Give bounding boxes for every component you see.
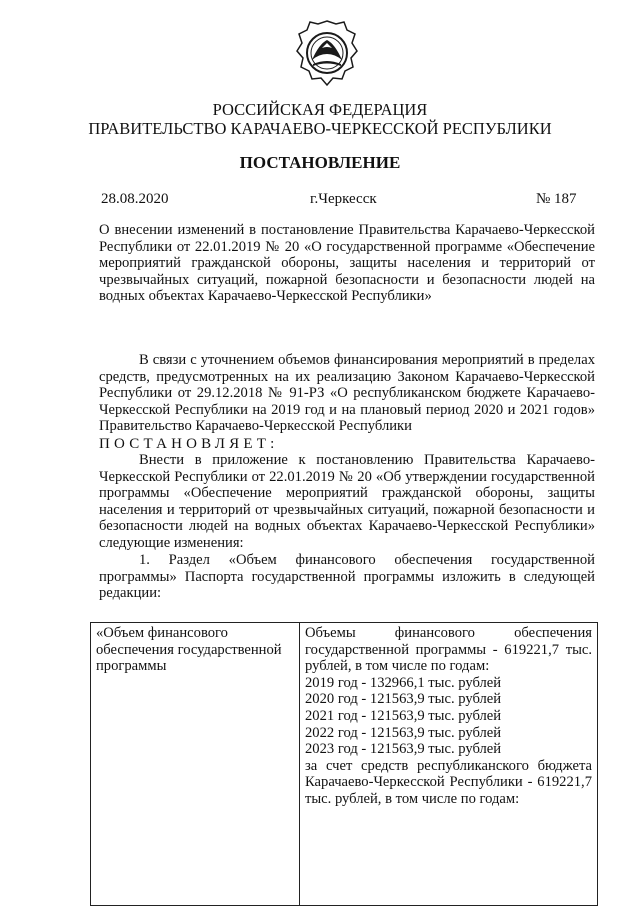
header-government: ПРАВИТЕЛЬСТВО КАРАЧАЕВО-ЧЕРКЕССКОЙ РЕСПУБЛИКИ <box>88 119 552 138</box>
table-cell-content <box>300 623 598 906</box>
financing-year-line: 2021 год - 121563,9 тыс. рублей <box>305 707 502 724</box>
coat-of-arms-emblem-icon <box>295 18 359 88</box>
document-subject: О внесении изменений в постановление Правительства Карачаево-Черкесской Республики от 22.01.2019 № 20 «О государственной программе «Обеспечение мероприятий гражданской обороны, защиты населения и территорий от чрезвычайных ситуаций, пожарной безопасности и безопасности людей на водных объектах Карачаево-Черкесской Республики» <box>99 222 595 305</box>
document-date: 28.08.2020 <box>101 191 169 207</box>
section-change-paragraph: 1. Раздел «Объем финансового обеспечения государственной программы» Паспорта государственной программы изложить в следующей редакции: <box>99 552 595 602</box>
amendment-paragraph: Внести в приложение к постановлению Правительства Карачаево-Черкесской Республики от 22.01.2019 № 20 «Об утверждении государственной программы «Обеспечение мероприятий гражданской обороны, защиты населения и территорий от чрезвычайных ситуаций, пожарной безопасности и безопасности людей на водных объектах Карачаево-Черкесской Республики» следующие изменения: <box>99 452 595 551</box>
financing-table <box>90 622 598 906</box>
financing-year-line: 2020 год - 121563,9 тыс. рублей <box>305 691 502 708</box>
table-cell-label: «Объем финансового обеспечения государственной программы <box>91 623 300 906</box>
financing-total-line: Объемы финансового обеспечения государственной программы - 619221,7 тыс. рублей, в том числе по годам: <box>305 625 592 675</box>
document-city: г.Черкесск <box>310 191 377 207</box>
financing-year-line: 2019 год - 132966,1 тыс. рублей <box>305 674 502 691</box>
financing-year-line: 2023 год - 121563,9 тыс. рублей <box>305 741 502 758</box>
table-row <box>91 623 598 906</box>
resolves-heading: ПОСТАНОВЛЯЕТ: <box>99 436 279 452</box>
header-country: РОССИЙСКАЯ ФЕДЕРАЦИЯ <box>212 100 428 119</box>
financing-budget-line: за счет средств республиканского бюджета Карачаево-Черкесской Республики - 619221,7 тыс. рублей, в том числе по годам: <box>305 757 592 807</box>
document-number: № 187 <box>536 191 577 207</box>
document-type-title: ПОСТАНОВЛЕНИЕ <box>239 153 401 172</box>
preamble-paragraph: В связи с уточнением объемов финансирования мероприятий в пределах средств, предусмотренных на их реализацию Законом Карачаево-Черкесской Республики от 29.12.2018 № 91-РЗ «О республиканском бюджете Карачаево-Черкесской Республики на 2019 год и на плановый период 2020 и 2021 годов» Правительство Карачаево-Черкесской Республики <box>99 352 595 435</box>
financing-year-line: 2022 год - 121563,9 тыс. рублей <box>305 724 502 741</box>
